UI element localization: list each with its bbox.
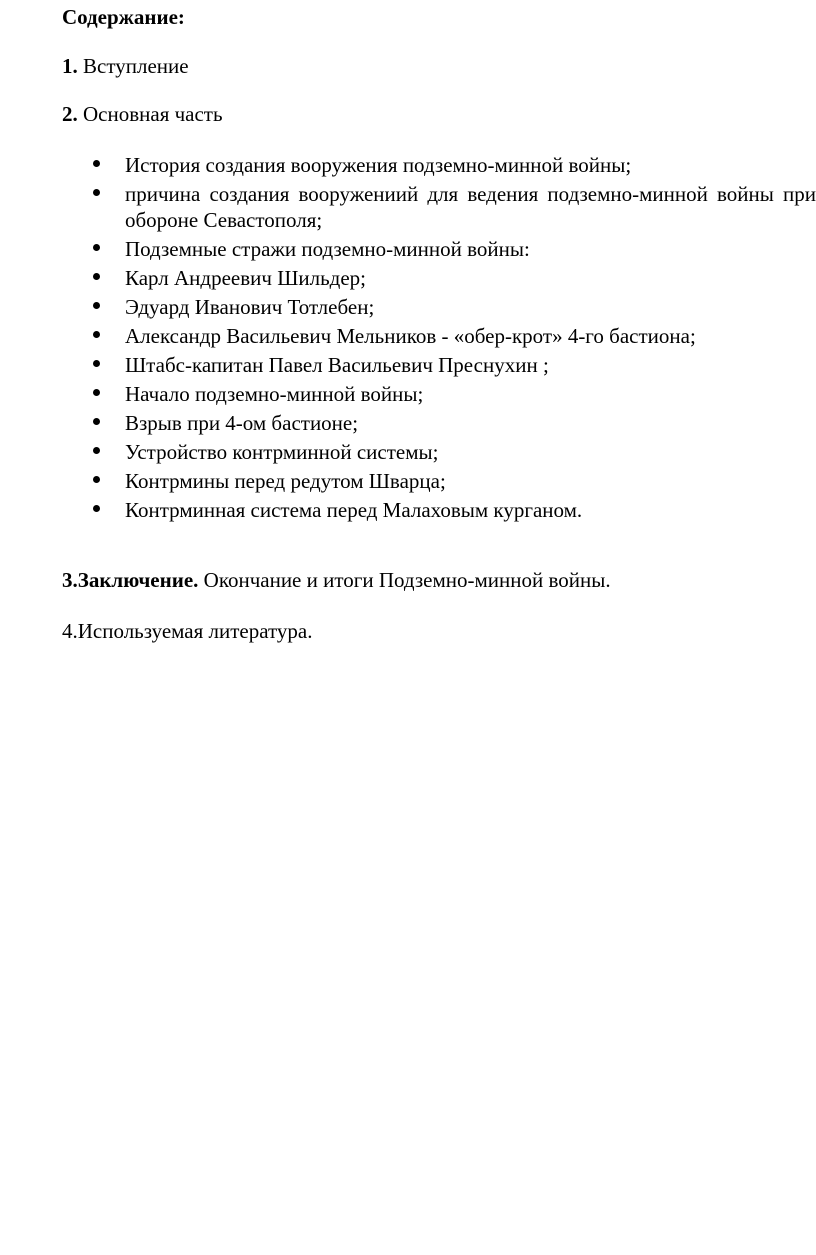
list-item: [93, 236, 816, 265]
list-item-text: Эдуард Иванович Тотлебен;: [125, 295, 375, 319]
list-item-text: Штабс-капитан Павел Васильевич Преснухин ;: [125, 353, 549, 377]
bullet-icon: [93, 505, 100, 512]
bullet-icon: [93, 389, 100, 396]
list-item: [93, 181, 816, 236]
list-item: [93, 152, 816, 181]
section-intro-title: Вступление: [83, 54, 189, 78]
list-item: [93, 323, 816, 352]
bullet-icon: [93, 160, 100, 167]
list-item-text: Александр Васильевич Мельников - «обер-крот» 4-го бастиона;: [125, 324, 696, 348]
list-item: [93, 294, 816, 323]
list-item-text: Подземные стражи подземно-минной войны:: [125, 237, 530, 261]
list-item-text: История создания вооружения подземно-минной войны;: [125, 153, 632, 177]
list-item: [93, 410, 816, 439]
list-item-text: Контрмины перед редутом Шварца;: [125, 469, 446, 493]
section-conclusion-number: 3.Заключение.: [62, 568, 199, 592]
bullet-icon: [93, 244, 100, 251]
section-main-number: 2.: [62, 102, 78, 126]
section-conclusion: [62, 567, 611, 593]
main-items-list: [93, 152, 816, 526]
list-item: [93, 352, 816, 381]
list-item: [93, 381, 816, 410]
list-item: [93, 439, 816, 468]
contents-heading: Содержание:: [62, 5, 185, 29]
bullet-icon: [93, 447, 100, 454]
bullet-icon: [93, 360, 100, 367]
section-conclusion-title: Окончание и итоги Подземно-минной войны.: [203, 568, 611, 592]
list-item-text: Взрыв при 4-ом бастионе;: [125, 411, 359, 435]
section-main: [62, 101, 223, 127]
bullet-icon: [93, 302, 100, 309]
list-item: [93, 468, 816, 497]
list-item: [93, 265, 816, 294]
bullet-icon: [93, 189, 100, 196]
list-item-text: Устройство контрминной системы;: [125, 440, 439, 464]
bullet-icon: [93, 273, 100, 280]
list-item-text: Контрминная система перед Малаховым курганом.: [125, 498, 583, 522]
section-intro-number: 1.: [62, 54, 78, 78]
list-item-text: причина создания вооружениий для ведения подземно-минной войны при обороне Севастополя;: [125, 182, 816, 232]
section-literature: 4.Используемая литература.: [62, 619, 313, 643]
section-main-title: Основная часть: [83, 102, 223, 126]
list-item-text: Карл Андреевич Шильдер;: [125, 266, 367, 290]
section-intro: [62, 53, 189, 79]
list-item: [93, 497, 816, 526]
list-item-text: Начало подземно-минной войны;: [125, 382, 424, 406]
bullet-icon: [93, 476, 100, 483]
bullet-icon: [93, 331, 100, 338]
bullet-icon: [93, 418, 100, 425]
